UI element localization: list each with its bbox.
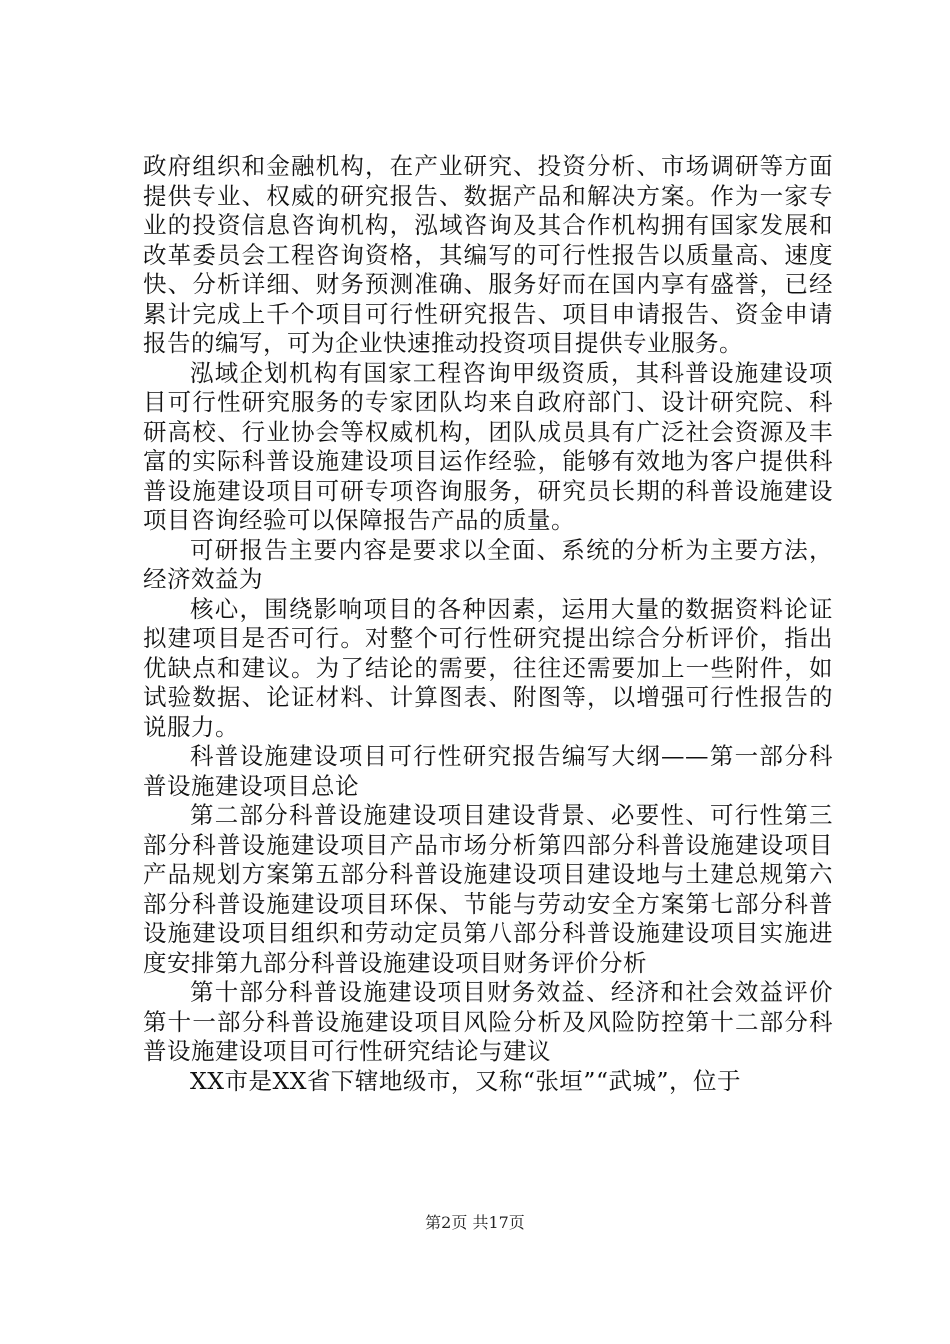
paragraph-outline-part-one: 科普设施建设项目可行性研究报告编写大纲——第一部分科普设施建设项目总论: [143, 742, 833, 800]
paragraph-outline-parts-two-to-nine: 第二部分科普设施建设项目建设背景、必要性、可行性第三部分科普设施建设项目产品市场分析第四部分科普设施建设项目产品规划方案第五部分科普设施建设项目建设地与土建总规第六部分科普设施建设项目环保、节能与劳动安全方案第七部分科普设施建设项目组织和劳动定员第八部分科普设施建设项目实施进度安排第九部分科普设施建设项目财务评价分析: [143, 801, 833, 977]
document-body: [143, 152, 833, 1096]
paragraph-city-intro: XX市是XX省下辖地级市，又称“张垣”“武城”，位于: [190, 1066, 741, 1095]
paragraph-agency-qualification: 泓域企划机构有国家工程咨询甲级资质，其科普设施建设项目可行性研究服务的专家团队均来自政府部门、设计研究院、科研高校、行业协会等权威机构，团队成员具有广泛社会资源及丰富的实际科普设施建设项目运作经验，能够有效地为客户提供科普设施建设项目可研专项咨询服务，研究员长期的科普设施建设项目咨询经验可以保障报告产品的质量。: [143, 358, 833, 534]
page-number-footer: 第2页 共17页: [425, 1213, 525, 1232]
paragraph-intro: 政府组织和金融机构，在产业研究、投资分析、市场调研等方面提供专业、权威的研究报告、数据产品和解决方案。作为一家专业的投资信息咨询机构，泓域咨询及其合作机构拥有国家发展和改革委员会工程咨询资格，其编写的可行性报告以质量高、速度快、分析详细、财务预测准确、服务好而在国内享有盛誉，已经累计完成上千个项目可行性研究报告、项目申请报告、资金申请报告的编写，可为企业快速推动投资项目提供专业服务。: [143, 152, 833, 357]
paragraph-outline-parts-ten-to-twelve: 第十部分科普设施建设项目财务效益、经济和社会效益评价第十一部分科普设施建设项目风险分析及风险防控第十二部分科普设施建设项目可行性研究结论与建议: [143, 978, 833, 1065]
paragraph-report-content: 可研报告主要内容是要求以全面、系统的分析为主要方法，经济效益为: [143, 535, 833, 593]
paragraph-report-core: 核心，围绕影响项目的各种因素，运用大量的数据资料论证拟建项目是否可行。对整个可行性研究提出综合分析评价，指出优缺点和建议。为了结论的需要，往往还需要加上一些附件，如试验数据、论证材料、计算图表、附图等，以增强可行性报告的说服力。: [143, 594, 833, 741]
